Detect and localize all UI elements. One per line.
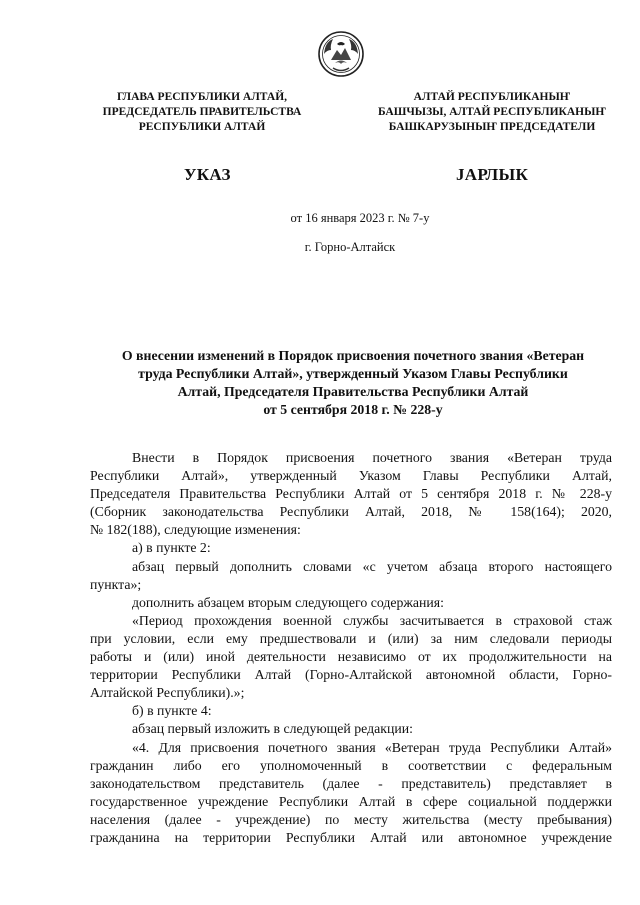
body-line: Председателя Правительства Республики Алтай от 5 сентября 2018 г. № 228-у [90,486,612,502]
header-left-line: ПРЕДСЕДАТЕЛЬ ПРАВИТЕЛЬСТВА [102,106,302,118]
doc-type-jarlyk: JАРЛЫК [456,165,529,184]
header-right-line: БАШКАРУЗЫНЫҤ ПРЕДСЕДАТЕЛИ [388,121,596,133]
body-line: а) в пункте 2: [132,540,211,556]
coat-of-arms-emblem-icon [317,30,365,78]
header-left-block [87,90,317,135]
city-line: г. Горно-Алтайск [304,240,396,254]
body-line: гражданина на территории Республики Алтай или автономное учреждение [90,829,612,845]
document-title [88,347,618,419]
header-right-block [372,90,612,135]
body-line: государственное учреждение Республики Алтай в сфере социальной поддержки [90,793,612,809]
document-body [90,449,612,847]
body-line: гражданин либо его уполномоченный в соответствии с федеральным [90,757,612,773]
title-line: труда Республики Алтай», утвержденный Указом Главы Республики [138,366,568,381]
header-right-line: АЛТАЙ РЕСПУБЛИКАНЫҤ [413,91,571,103]
body-line: абзац первый изложить в следующей редакции: [132,721,413,737]
body-line: (Сборник законодательства Республики Алтай, 2018, № 158(164); 2020, [90,504,612,520]
body-line: дополнить абзацем вторым следующего содержания: [132,594,444,610]
header-left-line: ГЛАВА РЕСПУБЛИКИ АЛТАЙ, [116,91,288,103]
body-line: «Период прохождения военной службы засчитывается в страховой стаж [132,612,612,628]
body-line: № 182(188), следующие изменения: [90,522,301,538]
body-line: территории Республики Алтай (Горно-Алтайской автономной области, Горно- [90,667,612,683]
doc-type-ukaz: УКАЗ [184,165,231,184]
title-line: Алтай, Председателя Правительства Республики Алтай [177,384,529,399]
body-line: при условии, если ему предшествовали и (или) за ним следовали периоды [90,630,612,646]
body-line: абзац первый дополнить словами «с учетом абзаца второго настоящего [132,558,612,574]
body-line: Республики Алтай», утвержденный Указом Главы Республики Алтай, [90,468,612,484]
body-line: Алтайской Республики).»; [90,685,245,701]
body-line: Внести в Порядок присвоения почетного звания «Ветеран труда [132,450,612,465]
header-left-line: РЕСПУБЛИКИ АЛТАЙ [138,121,266,133]
header-right-line: БАШЧЫЗЫ, АЛТАЙ РЕСПУБЛИКАНЫҤ [377,106,607,118]
date-number-line: от 16 января 2023 г. № 7-у [290,211,430,225]
body-line: пункта»; [90,576,142,592]
body-line: населения (далее - учреждение) по месту жительства (месту пребывания) [90,811,612,827]
title-line: О внесении изменений в Порядок присвоения почетного звания «Ветеран [121,348,585,363]
body-line: б) в пункте 4: [132,703,212,719]
body-line: «4. Для присвоения почетного звания «Ветеран труда Республики Алтай» [132,739,612,755]
title-line: от 5 сентября 2018 г. № 228-у [263,402,443,417]
body-line: законодательством представитель (далее - представитель) представляет в [90,775,612,791]
body-line: работы и (или) иной деятельности независимо от их продолжительности на [90,649,612,665]
